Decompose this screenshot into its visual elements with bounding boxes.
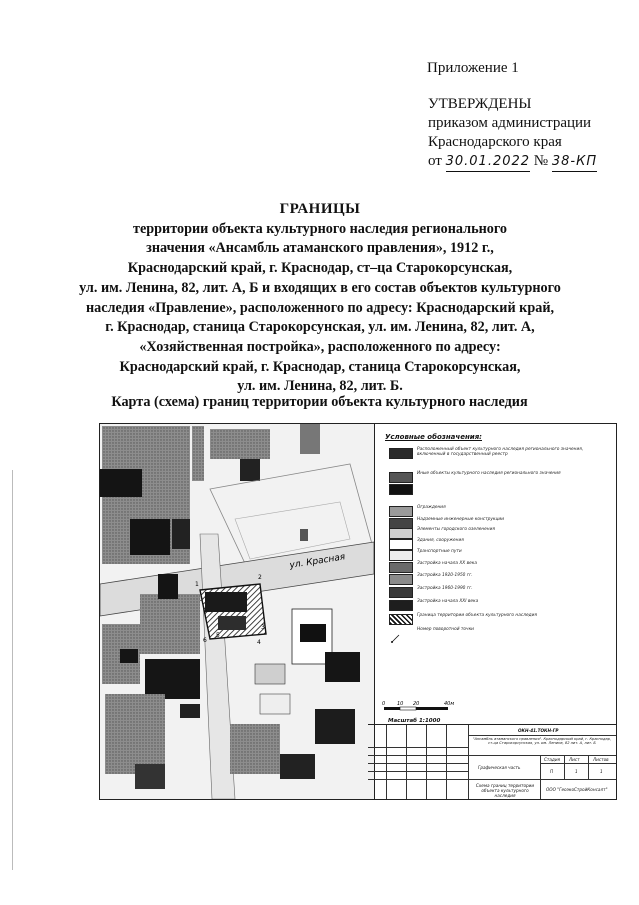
approved-by-line2: Краснодарского края (428, 134, 562, 150)
legend-swatch (389, 550, 413, 561)
stamp-stage-label: Стадия (544, 757, 561, 762)
legend-swatch (389, 448, 413, 459)
title-line: Краснодарский край, г. Краснодар, ст–ца Старокорсунская, (127, 260, 513, 277)
stamp-code: ОКН-41.ТОКН-ГР (518, 728, 559, 733)
legend-text: Транспортные пути (417, 549, 462, 554)
map-frame (99, 423, 617, 800)
building (315, 709, 355, 744)
map-caption: Карта (схема) границ территории объекта культурного наследия (111, 394, 528, 410)
building (135, 764, 165, 789)
legend-text: Ограждения (417, 505, 446, 510)
building (158, 574, 178, 599)
legend-swatch (389, 600, 413, 611)
legend-swatch (389, 587, 413, 598)
legend-swatch (389, 539, 413, 550)
legend-swatch (389, 528, 413, 539)
title-line: г. Краснодар, станица Старокорсунская, ул. им. Ленина, 82, лит. А, (105, 319, 535, 336)
green-area (105, 694, 165, 774)
point-label: 3 (261, 624, 265, 631)
legend-swatch (389, 562, 413, 573)
title-line: ул. им. Ленина, 82, лит. Б. (237, 378, 403, 395)
building (172, 519, 190, 549)
building (145, 659, 200, 699)
number-sign: № (533, 153, 549, 169)
legend-text: Застройка начала XXI века (417, 599, 479, 604)
stamp-sheets-label: Листов (593, 757, 609, 762)
map-legend (375, 424, 616, 694)
legend-text: Иные объекты культурного наследия регионального значения (417, 471, 561, 476)
scale-bar-graphic (378, 698, 498, 716)
title-line: значения «Ансамбль атаманского правления», 1912 г., (146, 240, 494, 257)
scan-margin-line (12, 470, 13, 870)
approval-date-line (428, 152, 597, 172)
green-area (140, 594, 200, 654)
small-structure (300, 529, 308, 541)
legend-text: Элементы городского озеленения (417, 527, 495, 532)
building (240, 459, 260, 481)
scale-tick: 0 (382, 701, 386, 707)
legend-swatch (389, 472, 413, 483)
handwritten-date: 30.01.2022 (446, 152, 530, 172)
legend-swatch (389, 614, 413, 625)
building (300, 624, 326, 642)
building (325, 652, 360, 682)
title-heading: ГРАНИЦЫ (279, 201, 361, 217)
stamp-sheets: 1 (600, 769, 603, 774)
map-schematic (100, 424, 375, 799)
document-title (60, 200, 580, 397)
scale-tick: 20 (413, 701, 420, 707)
title-line: территории объекта культурного наследия регионального (132, 220, 508, 237)
legend-title: Условные обозначения: (385, 433, 482, 441)
legend-text: Застройка 1960-1990 гг. (417, 586, 473, 591)
heritage-building-b (218, 616, 246, 630)
stamp-part: Графическая часть (478, 765, 521, 770)
legend-text: Застройка начала XX века (417, 561, 478, 566)
legend-text: Расположенный объект культурного наследия регионального значения, включенный в государственный реестр (417, 447, 584, 458)
legend-swatch (389, 484, 413, 495)
legend-text: Граница территории объекта культурного наследия (417, 613, 537, 618)
handwritten-number: 38-КП (552, 152, 597, 172)
legend-text: Здания, сооружения (417, 538, 464, 543)
building (260, 694, 290, 714)
point-label: 6 (203, 637, 207, 644)
approval-block (428, 95, 597, 172)
building (300, 424, 320, 454)
title-line: ул. им. Ленина, 82, лит. А, Б и входящих в его состав объектов культурного (79, 279, 561, 296)
legend-swatch (389, 506, 413, 517)
scale-tick: 10 (397, 701, 404, 707)
building (120, 649, 138, 663)
stamp-sheet-label: Лист (569, 757, 580, 762)
legend-text: Застройка 1920-1950 гг. (417, 573, 473, 578)
building (255, 664, 285, 684)
legend-swatch (389, 574, 413, 585)
scale-label: Масштаб 1:1000 (388, 718, 441, 724)
appendix-label: Приложение 1 (427, 60, 519, 76)
title-stamp (368, 724, 616, 800)
point-label: 2 (258, 574, 262, 581)
stamp-sheet: 1 (575, 769, 578, 774)
green-area (210, 429, 270, 459)
legend-text: Номер поворотной точки (417, 627, 474, 632)
building (100, 469, 142, 497)
scale-tick: 40м (444, 701, 455, 707)
building (130, 519, 170, 555)
date-prefix: от (428, 153, 442, 169)
map-drawing (100, 424, 374, 799)
stamp-drawing-title: Схема границ территории объекта культурного наследия (475, 783, 535, 798)
heritage-building-a (205, 592, 247, 612)
stamp-company: ООО "ГеоэкоСтройКонсалт" (546, 787, 608, 792)
street-label: ул. Красная (288, 552, 346, 571)
legend-swatch (389, 628, 411, 637)
title-line: «Хозяйственная постройка», расположенного по адресу: (139, 338, 501, 355)
stamp-object-desc: "Ансамбль атаманского правления". Краснодарский край, г. Краснодар, ст-ца Старокорсунская, ул. им. Ленина, 82 лит. А, лит. Б (472, 737, 612, 746)
legend-text: Надземные инженерные конструкции (417, 517, 504, 522)
point-label: 4 (257, 639, 261, 646)
stamp-stage: П (550, 769, 554, 774)
building (180, 704, 200, 718)
green-area (192, 426, 204, 481)
title-line: наследия «Правление», расположенного по адресу: Краснодарский край, (85, 299, 555, 316)
point-label: 1 (195, 581, 199, 588)
approved-heading: УТВЕРЖДЕНЫ (428, 96, 532, 112)
approved-by-line1: приказом администрации (428, 115, 592, 131)
building (280, 754, 315, 779)
green-area (230, 724, 280, 774)
point-label: 5 (216, 632, 220, 639)
title-line: Краснодарский край, г. Краснодар, станица Старокорсунская, (119, 358, 521, 375)
